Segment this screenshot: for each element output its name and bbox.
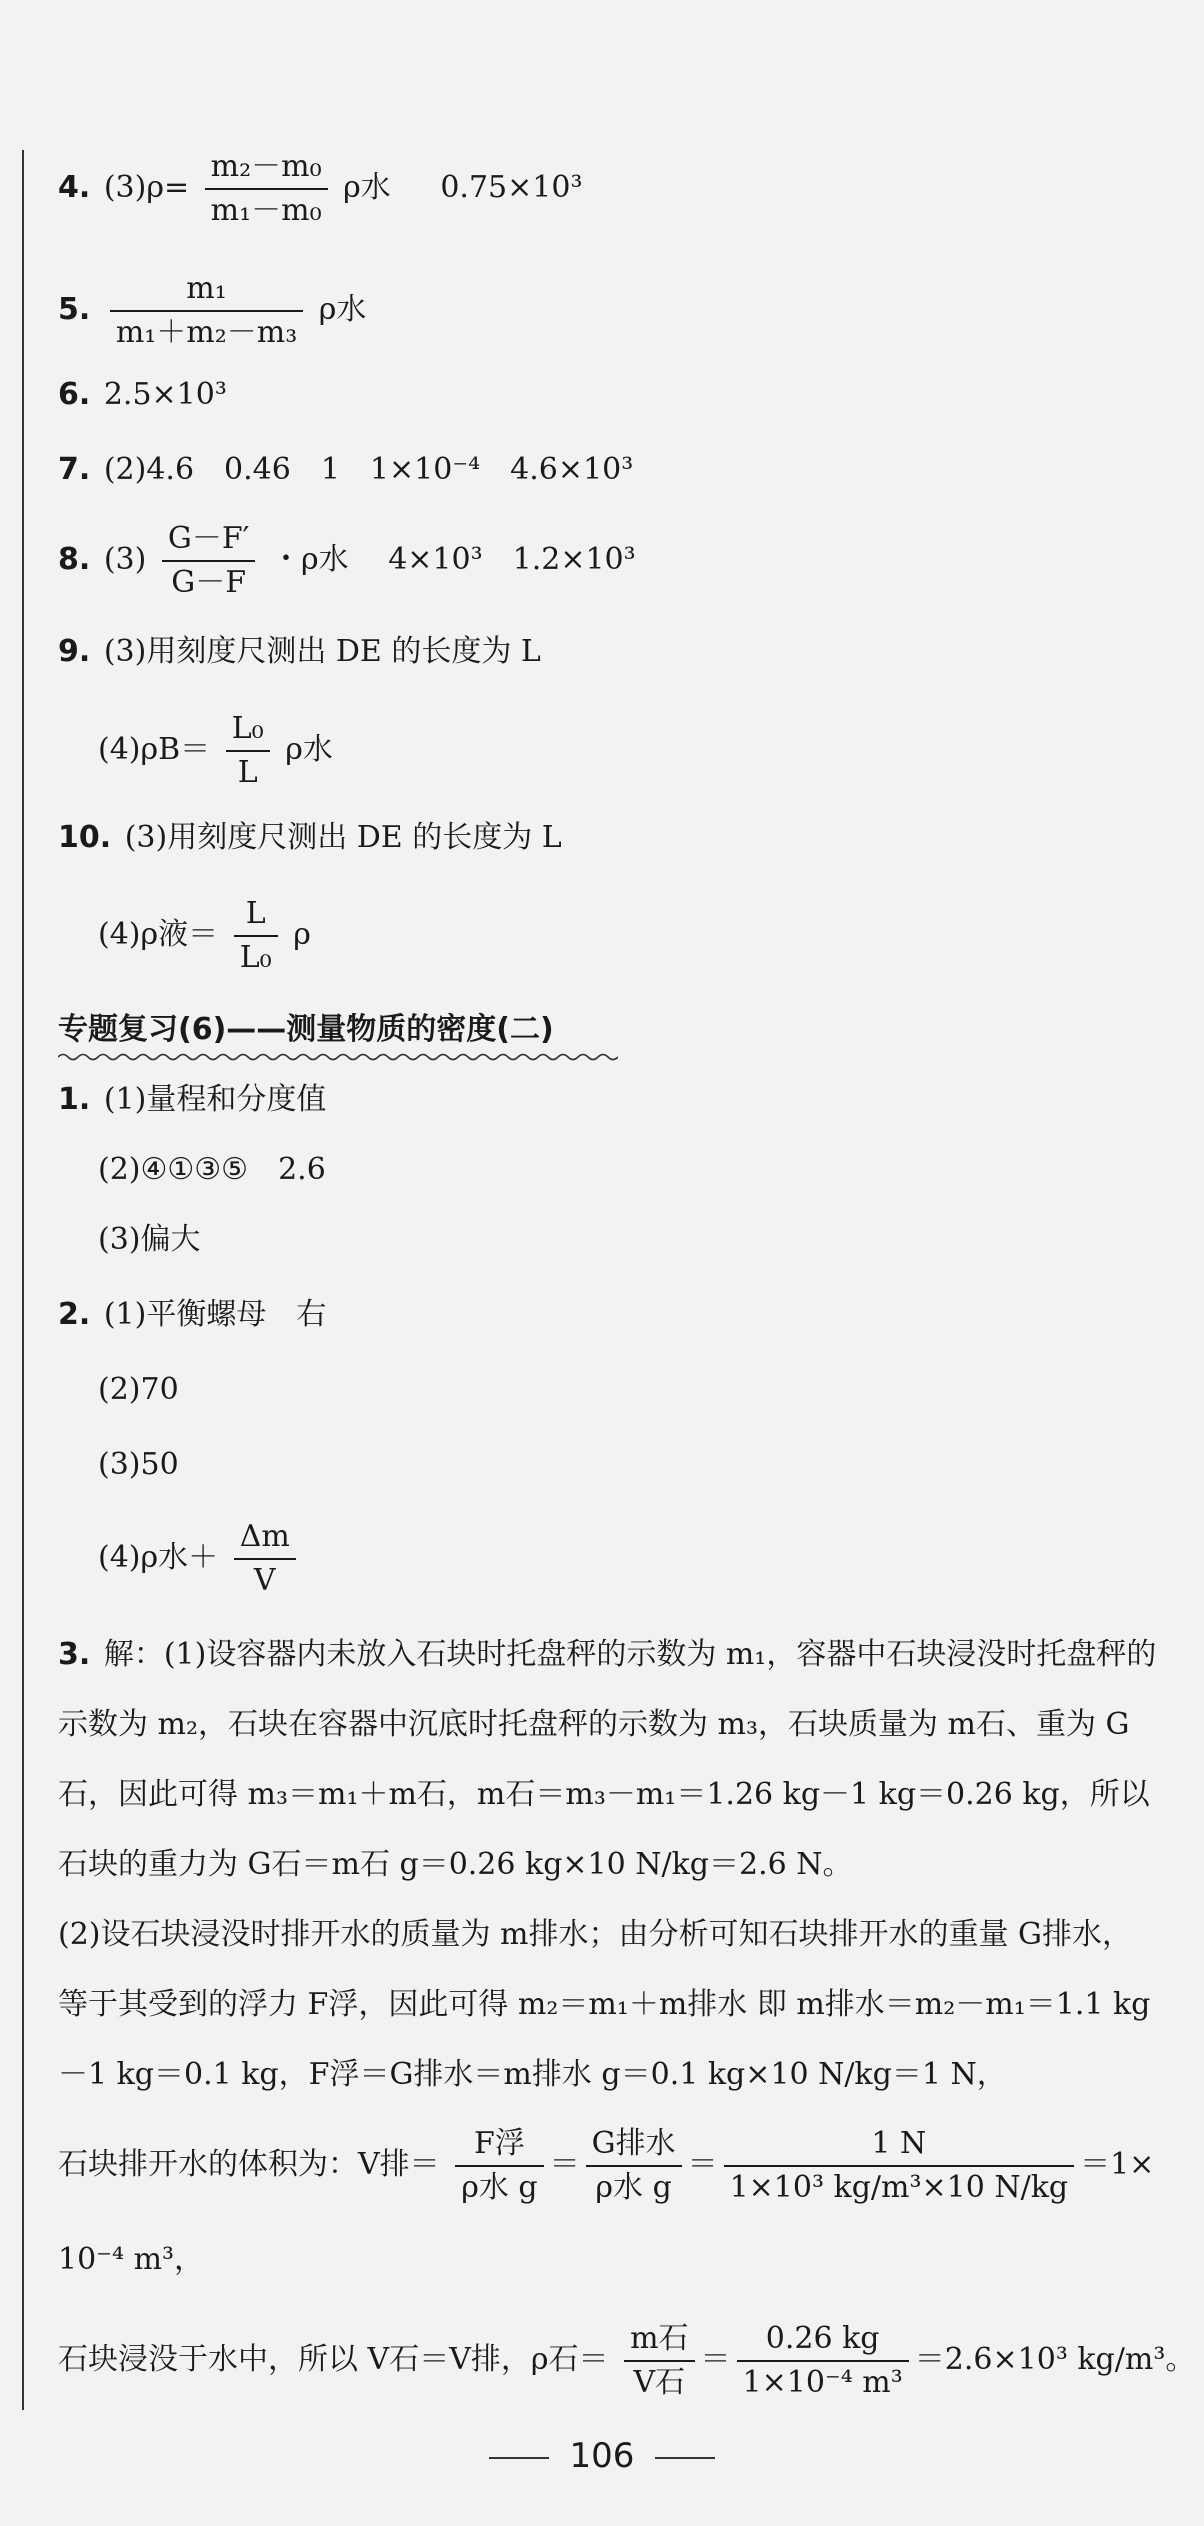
fraction bbox=[234, 1518, 296, 1600]
section-answer-3-volume: 石块排开水的体积为：V排＝ $\frac{\text{F浮}}{\text{ρ水 g}}$ ＝ $\frac{\text{G排水}}{\text{ρ水 g}}$ ＝ $\frac{1 N}{\text{1×10³ kg/m³×10 N/kg}}$ ＝1× bbox=[58, 2126, 1155, 2205]
item-number: 5. bbox=[58, 292, 91, 327]
fraction bbox=[162, 520, 256, 602]
denominator: L₀ bbox=[239, 940, 272, 975]
answer-label: (3)ρ= bbox=[103, 170, 190, 205]
denominator: V bbox=[253, 1563, 276, 1598]
answer-text: (3)用刻度尺测出 DE 的长度为 L bbox=[124, 820, 562, 855]
numerator: Δm bbox=[234, 1518, 296, 1560]
answer-9-part4 bbox=[98, 710, 333, 792]
answer-label: (4)ρ水＋ bbox=[98, 1540, 219, 1575]
section-title-underline bbox=[58, 1052, 618, 1062]
answer-text: (2)④①③⑤ 2.6 bbox=[98, 1152, 326, 1187]
answer-label: 石块排开水的体积为：V排＝ bbox=[58, 2147, 440, 2182]
section-answer-1-part2 bbox=[98, 1150, 326, 1190]
denominator: G－F bbox=[171, 565, 247, 600]
section-answer-3-part1 bbox=[58, 1620, 1158, 1900]
left-margin-rule bbox=[22, 150, 24, 2410]
section-answer-1-part3 bbox=[98, 1220, 201, 1260]
answer-label: (3) bbox=[103, 542, 147, 577]
item-number: 3. bbox=[58, 1637, 91, 1672]
numerator: G－F′ bbox=[162, 520, 256, 562]
answer-4 bbox=[58, 148, 582, 230]
item-number: 8. bbox=[58, 542, 91, 577]
section-answer-2-part2 bbox=[98, 1370, 179, 1410]
fraction bbox=[455, 2125, 543, 2207]
page-number: 106 bbox=[569, 2436, 635, 2476]
fraction bbox=[234, 895, 278, 977]
answer-10-part4 bbox=[98, 895, 311, 977]
numerator: G排水 bbox=[586, 2125, 682, 2167]
answer-text: (2)70 bbox=[98, 1372, 179, 1407]
footer-rule-left bbox=[489, 2457, 549, 2459]
answer-7 bbox=[58, 450, 633, 490]
section-answer-3-density: 石块浸没于水中，所以 V石＝V排，ρ石＝ $\frac{\text{m石}}{\text{V石}}$ ＝ $\frac{0.26 kg}{\text{1×10⁻⁴ m³}}$ ＝2.6×10³ kg/m³。 bbox=[58, 2321, 1196, 2400]
numerator: m₁ bbox=[110, 270, 303, 312]
fraction bbox=[205, 148, 328, 230]
section-answer-2-part4 bbox=[98, 1518, 302, 1600]
item-number: 2. bbox=[58, 1297, 91, 1332]
fraction bbox=[226, 710, 270, 792]
denominator: m₁－m₀ bbox=[210, 193, 322, 228]
answer-10-part3 bbox=[58, 818, 562, 858]
answer-suffix: ・ρ水 bbox=[271, 542, 349, 577]
section-answer-2-part1 bbox=[58, 1295, 326, 1335]
section-answer-3-part2 bbox=[58, 1900, 1158, 2110]
item-number: 7. bbox=[58, 452, 91, 487]
answer-8 bbox=[58, 520, 636, 602]
numerator: L bbox=[234, 895, 278, 937]
answer-tail: ＝1× bbox=[1080, 2147, 1155, 2182]
answer-value: (2)4.6 0.46 1 1×10⁻⁴ 4.6×10³ bbox=[103, 452, 634, 487]
answer-paragraph: (2)设石块浸没时排开水的质量为 m排水；由分析可知石块排开水的重量 G排水，等于其受到的浮力 F浮，因此可得 m₂＝m₁＋m排水 即 m排水＝m₂－m₁＝1.1 kg－1 kg＝0.1 kg，F浮＝G排水＝m排水 g＝0.1 kg×10 N/kg＝1 N， bbox=[58, 1917, 1151, 2092]
fraction bbox=[624, 2320, 694, 2402]
denominator: V石 bbox=[633, 2365, 686, 2400]
fraction bbox=[110, 270, 303, 352]
denominator: 1×10⁻⁴ m³ bbox=[742, 2365, 903, 2400]
answer-value: 2.5×10³ bbox=[103, 377, 227, 412]
answer-text: (3)偏大 bbox=[98, 1222, 201, 1257]
answer-label: (4)ρB＝ bbox=[98, 732, 211, 767]
answer-value: 0.75×10³ bbox=[440, 170, 583, 205]
section-answer-2-part3 bbox=[98, 1445, 179, 1485]
numerator: L₀ bbox=[226, 710, 270, 752]
answer-9-part3 bbox=[58, 632, 541, 672]
item-number: 1. bbox=[58, 1082, 91, 1117]
fraction bbox=[586, 2125, 682, 2207]
denominator: ρ水 g bbox=[461, 2170, 538, 2205]
numerator: m石 bbox=[624, 2320, 694, 2362]
answer-label: 石块浸没于水中，所以 V石＝V排，ρ石＝ bbox=[58, 2342, 609, 2377]
answer-text: 10⁻⁴ m³， bbox=[58, 2242, 205, 2277]
answer-suffix: ρ bbox=[293, 917, 311, 952]
answer-suffix: ρ水 bbox=[343, 170, 391, 205]
item-number: 10. bbox=[58, 820, 112, 855]
answer-5 bbox=[58, 270, 366, 352]
item-number: 6. bbox=[58, 377, 91, 412]
denominator: 1×10³ kg/m³×10 N/kg bbox=[729, 2170, 1069, 2205]
answer-text: (3)用刻度尺测出 DE 的长度为 L bbox=[103, 634, 541, 669]
answer-label: (4)ρ液＝ bbox=[98, 917, 219, 952]
item-number: 4. bbox=[58, 170, 91, 205]
denominator: L bbox=[237, 755, 258, 790]
footer-rule-right bbox=[655, 2457, 715, 2459]
denominator: m₁＋m₂－m₃ bbox=[115, 315, 298, 350]
answer-value: 4×10³ 1.2×10³ bbox=[388, 542, 636, 577]
answer-text: (3)50 bbox=[98, 1447, 179, 1482]
answer-suffix: ρ水 bbox=[318, 292, 367, 327]
numerator: 1 N bbox=[724, 2125, 1075, 2167]
answer-6 bbox=[58, 375, 227, 415]
fraction bbox=[737, 2320, 909, 2402]
answer-paragraph: 解：(1)设容器内未放入石块时托盘秤的示数为 m₁，容器中石块浸没时托盘秤的示数为 m₂，石块在容器中沉底时托盘秤的示数为 m₃，石块质量为 m石、重为 G石，因此可得 m₃＝m₁＋m石，m石＝m₃－m₁＝1.26 kg－1 kg＝0.26 kg，所以石块的重力为 G石＝m石 g＝0.26 kg×10 N/kg＝2.6 N。 bbox=[58, 1637, 1157, 1882]
fraction bbox=[724, 2125, 1075, 2207]
answer-text: (1)量程和分度值 bbox=[103, 1082, 327, 1117]
section-answer-1-part1 bbox=[58, 1080, 326, 1120]
denominator: ρ水 g bbox=[595, 2170, 672, 2205]
numerator: m₂－m₀ bbox=[205, 148, 328, 190]
section-answer-3-volume-cont bbox=[58, 2240, 204, 2280]
numerator: F浮 bbox=[455, 2125, 543, 2167]
item-number: 9. bbox=[58, 634, 91, 669]
answer-text: (1)平衡螺母 右 bbox=[103, 1297, 327, 1332]
section-title: 专题复习(6)——测量物质的密度(二) bbox=[58, 1012, 554, 1047]
numerator: 0.26 kg bbox=[737, 2320, 909, 2362]
answer-suffix: ρ水 bbox=[285, 732, 333, 767]
answer-tail: ＝2.6×10³ kg/m³。 bbox=[914, 2342, 1196, 2377]
page-footer bbox=[0, 2436, 1204, 2476]
